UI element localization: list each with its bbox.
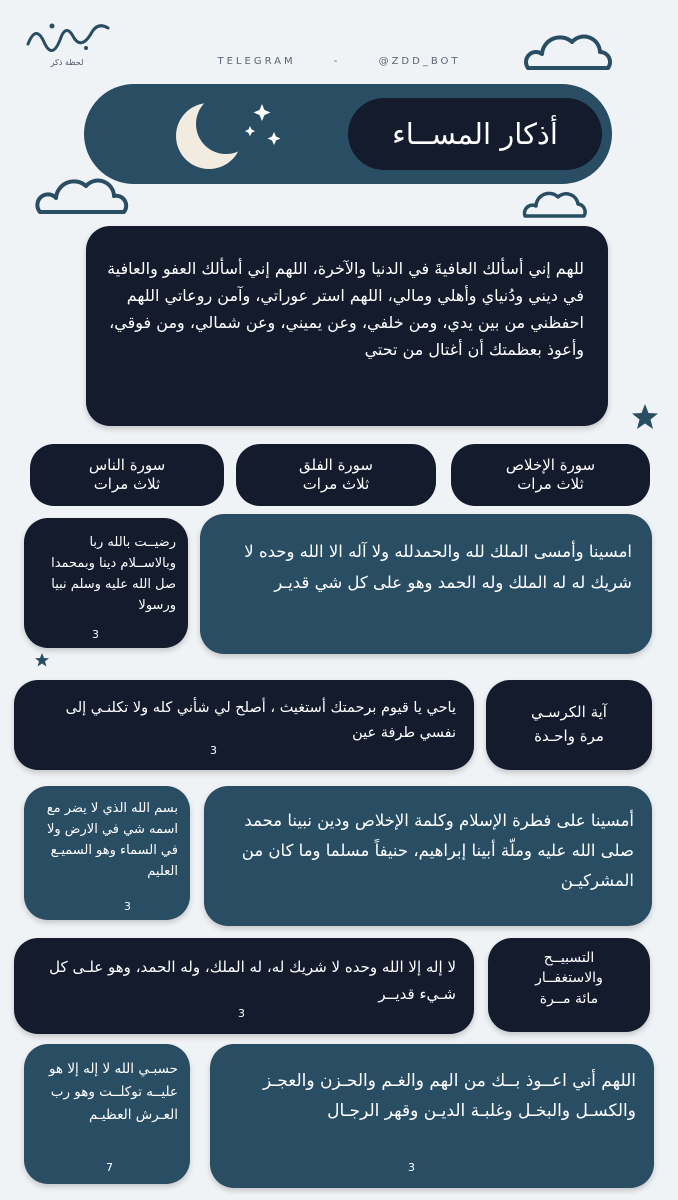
- dua-card-raditu: [24, 518, 188, 648]
- dua-text: لا إله إلا الله وحده لا شريك له، له الملك، وله الحمد، وهو علـى كل شـيء قديــر: [49, 958, 456, 1003]
- tasbih-line: والاستغفــار: [535, 970, 603, 987]
- title-pill: [348, 98, 602, 170]
- header-banner: [84, 84, 612, 184]
- surah-count: ثلاث مرات: [93, 475, 161, 493]
- surah-name: سورة الناس: [88, 455, 166, 474]
- logo-caption: لحظة ذكر: [50, 58, 84, 67]
- dua-text: اللهم أني اعــوذ بــك من الهم والغـم والحـزن والعجـز والكسـل والبخـل وغلبـة الديـن وقهر الرجـال: [262, 1071, 636, 1122]
- star-icon: [268, 132, 281, 145]
- page-title: أذكار المســاء: [392, 117, 558, 151]
- ayat-kursi-title: آية الكرسـي: [531, 703, 607, 721]
- dua-text: امسينا وأمسى الملك لله والحمدلله ولا آله الا الله وحده لا شريك له له الملك وله الحمد وهو على كل شي قديـر: [244, 542, 632, 593]
- dua-card-amsayna: [200, 514, 652, 654]
- star-icon: [34, 652, 50, 668]
- crescent-moon-icon: [154, 90, 284, 180]
- surah-name: سورة الفلق: [299, 455, 373, 474]
- repeat-count: 3: [238, 1007, 245, 1021]
- cloud-icon: [520, 188, 590, 222]
- star-icon: [630, 402, 660, 432]
- repeat-count: 3: [210, 743, 217, 757]
- dua-text: أمسينا على فطرة الإسلام وكلمة الإخلاص ودين نبينا محمد صلى الله عليه وملّة أبينا إبراهيم، حنيفاً مسلما وما كان من المشركيـن: [241, 811, 634, 891]
- channel-label: TELEGRAM: [217, 56, 296, 67]
- dua-card-fitra: [204, 786, 652, 926]
- dua-card-hamm: [210, 1044, 654, 1188]
- logo-calligraphy-icon: [22, 14, 112, 54]
- repeat-count: 7: [106, 1161, 113, 1175]
- cloud-icon: [520, 28, 620, 78]
- star-icon: [254, 104, 271, 121]
- tasbih-line: التسبيــح: [543, 950, 595, 966]
- surah-pill-nas: [30, 444, 224, 506]
- ayat-kursi-card: [486, 680, 652, 770]
- channel-handle[interactable]: @ZDD_BOT: [378, 56, 461, 67]
- surah-count: ثلاث مرات: [517, 475, 584, 493]
- dua-main-text: للهم إني أسألك العافيةَ في الدنيا والآخرة، اللهم إني أسألك العفو والعافية في ديني ودُنياي وأهلي ومالي، اللهم استر عوراتي، وآمن روعاتي اللهم احفظني من بين يدي، ومن خلفي، وعن يميني، وعن شمالي، ومن فوقي، وأعوذ بعظمتك أن أغتال من تحتي: [107, 259, 584, 359]
- tasbih-count: مائة مــرة: [539, 990, 599, 1007]
- dua-card-hasbi: [24, 1044, 190, 1184]
- dua-text: رضيــت بالله ربا وبالاســلام دينا وبمحمدا صل الله عليه وسلم نبيا ورسولا: [51, 535, 176, 614]
- repeat-count: 3: [124, 900, 131, 914]
- surah-pill-ikhlas: [451, 444, 650, 506]
- dua-card-tahlil: [14, 938, 474, 1034]
- dua-main-card: [86, 226, 608, 426]
- dua-text: بسم الله الذي لا يضر مع اسمه شي في الارض ولا في السماء وهو السميـع العليم: [46, 801, 178, 880]
- repeat-count: 3: [92, 628, 99, 642]
- channel-separator: -: [333, 56, 341, 67]
- surah-count: ثلاث مرات: [302, 475, 370, 493]
- ayat-kursi-count: مرة واحـدة: [534, 727, 604, 745]
- repeat-count: 3: [408, 1161, 415, 1175]
- surah-pill-falaq: [236, 444, 436, 506]
- tasbih-card: [488, 938, 650, 1032]
- dua-card-bismillah: [24, 786, 190, 920]
- surah-name: سورة الإخلاص: [505, 455, 596, 474]
- dua-text: حسبـي الله لا إله إلا هو عليــه توكلــت وهو رب العـرش العظيـم: [48, 1061, 178, 1124]
- dua-text: ياحي يا قيوم برحمتك أستغيث ، أصلح لي شأني كله ولا تكلنـي إلى نفسي طرفة عين: [65, 700, 456, 742]
- dua-card-ya-hayy: [14, 680, 474, 770]
